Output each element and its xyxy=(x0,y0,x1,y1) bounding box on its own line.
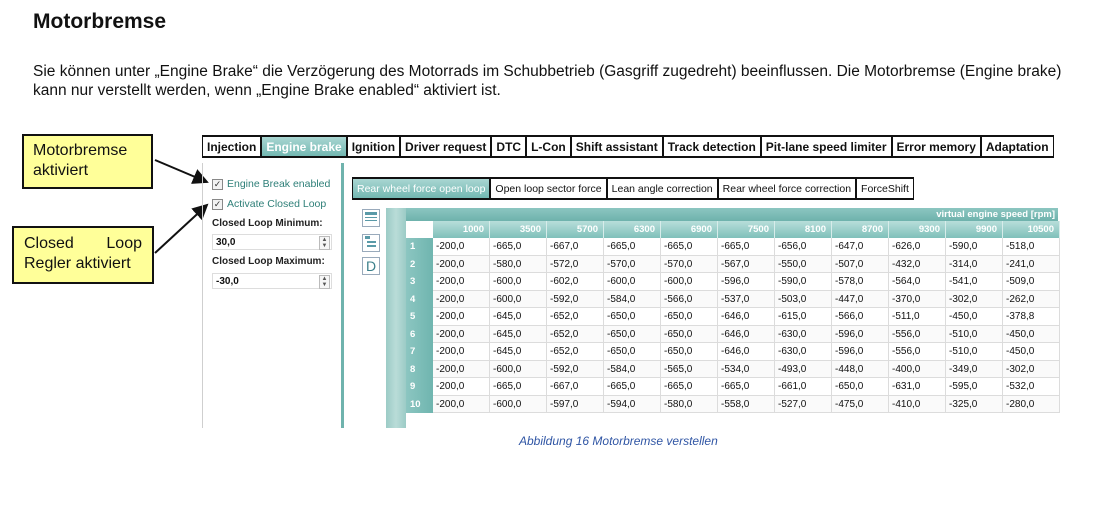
column-header: 3500 xyxy=(490,221,547,238)
column-header: 7500 xyxy=(718,221,775,238)
subtab-rear-wheel-force-correction[interactable]: Rear wheel force correction xyxy=(719,179,855,198)
table-cell[interactable]: -652,0 xyxy=(547,308,604,326)
main-tab-bar xyxy=(202,135,1054,158)
table-cell[interactable]: -510,0 xyxy=(946,326,1003,344)
row-number[interactable]: 5 xyxy=(406,308,433,326)
figure-caption: Abbildung 16 Motorbremse verstellen xyxy=(519,434,718,448)
table-cell[interactable]: -200,0 xyxy=(433,361,490,379)
table-cell[interactable]: -631,0 xyxy=(889,378,946,396)
table-cell[interactable]: -550,0 xyxy=(775,256,832,274)
table-cell[interactable]: -200,0 xyxy=(433,308,490,326)
table-view-icon[interactable] xyxy=(362,209,380,227)
column-header: 8700 xyxy=(832,221,889,238)
table-cell[interactable]: -200,0 xyxy=(433,256,490,274)
table-cell[interactable]: -503,0 xyxy=(775,291,832,309)
d-mode-button[interactable]: D xyxy=(362,257,380,275)
table-cell[interactable]: -630,0 xyxy=(775,343,832,361)
tab-shift-assistant[interactable]: Shift assistant xyxy=(572,137,662,156)
engine-break-enabled-checkbox[interactable] xyxy=(212,178,330,190)
table-cell[interactable]: -410,0 xyxy=(889,396,946,414)
table-row xyxy=(406,396,1060,414)
table-cell[interactable]: -602,0 xyxy=(547,273,604,291)
tab-injection[interactable]: Injection xyxy=(203,137,260,156)
table-cell[interactable]: -280,0 xyxy=(1003,396,1060,414)
table-row xyxy=(406,256,1060,274)
table-cell[interactable]: -665,0 xyxy=(718,378,775,396)
tab-track-detection[interactable]: Track detection xyxy=(664,137,760,156)
table-cell[interactable]: -626,0 xyxy=(889,238,946,256)
table-cell[interactable]: -527,0 xyxy=(775,396,832,414)
table-row xyxy=(406,308,1060,326)
table-cell[interactable]: -578,0 xyxy=(832,273,889,291)
table-body xyxy=(406,238,1060,413)
table-cell[interactable]: -378,8 xyxy=(1003,308,1060,326)
table-cell[interactable]: -667,0 xyxy=(547,238,604,256)
table-cell[interactable]: -534,0 xyxy=(718,361,775,379)
table-row xyxy=(406,238,1060,256)
table-row xyxy=(406,361,1060,379)
closed-loop-max-input[interactable] xyxy=(212,273,332,289)
table-cell[interactable]: -592,0 xyxy=(547,361,604,379)
row-number[interactable]: 8 xyxy=(406,361,433,379)
table-cell[interactable]: -200,0 xyxy=(433,326,490,344)
table-cell[interactable]: -650,0 xyxy=(832,378,889,396)
table-axis-title: virtual engine speed [rpm] xyxy=(406,208,1058,221)
tab-driver-request[interactable]: Driver request xyxy=(401,137,490,156)
table-cell[interactable]: -448,0 xyxy=(832,361,889,379)
table-cell[interactable]: -600,0 xyxy=(490,273,547,291)
tab-error-memory[interactable]: Error memory xyxy=(893,137,980,156)
column-header: 9900 xyxy=(946,221,1003,238)
row-number[interactable]: 6 xyxy=(406,326,433,344)
table-cell[interactable]: -450,0 xyxy=(1003,326,1060,344)
table-cell[interactable]: -650,0 xyxy=(604,308,661,326)
table-cell[interactable]: -595,0 xyxy=(946,378,1003,396)
table-cell[interactable]: -566,0 xyxy=(832,308,889,326)
spinner-arrows-icon[interactable]: ▲ ▼ xyxy=(319,275,330,289)
table-cell[interactable]: -650,0 xyxy=(604,326,661,344)
table-cell[interactable]: -558,0 xyxy=(718,396,775,414)
table-cell[interactable]: -656,0 xyxy=(775,238,832,256)
table-cell[interactable]: -590,0 xyxy=(775,273,832,291)
activate-closed-loop-checkbox[interactable] xyxy=(212,198,326,210)
table-cell[interactable]: -597,0 xyxy=(547,396,604,414)
spinner-arrows-icon[interactable]: ▲ ▼ xyxy=(319,236,330,250)
closed-loop-min-input[interactable] xyxy=(212,234,332,250)
engine-break-enabled-label: Engine Break enabled xyxy=(227,178,331,190)
table-cell[interactable]: -325,0 xyxy=(946,396,1003,414)
closed-loop-max-value: -30,0 xyxy=(216,275,239,287)
table-cell[interactable]: -314,0 xyxy=(946,256,1003,274)
table-cell[interactable]: -349,0 xyxy=(946,361,1003,379)
closed-loop-min-value: 30,0 xyxy=(216,236,236,248)
table-cell[interactable]: -615,0 xyxy=(775,308,832,326)
table-cell[interactable]: -475,0 xyxy=(832,396,889,414)
table-cell[interactable]: -302,0 xyxy=(1003,361,1060,379)
table-cell[interactable]: -647,0 xyxy=(832,238,889,256)
arrow-to-engine-break xyxy=(155,160,207,182)
table-cell[interactable]: -432,0 xyxy=(889,256,946,274)
callout-closed-loop-line1: Closed Loop xyxy=(24,235,142,252)
table-cell[interactable]: -556,0 xyxy=(889,326,946,344)
table-cell[interactable]: -650,0 xyxy=(661,308,718,326)
table-cell[interactable]: -493,0 xyxy=(775,361,832,379)
table-cell[interactable]: -600,0 xyxy=(490,396,547,414)
column-header: 6300 xyxy=(604,221,661,238)
table-cell[interactable]: -570,0 xyxy=(604,256,661,274)
table-cell[interactable]: -511,0 xyxy=(889,308,946,326)
table-cell[interactable]: -241,0 xyxy=(1003,256,1060,274)
table-cell[interactable]: -509,0 xyxy=(1003,273,1060,291)
table-row xyxy=(406,273,1060,291)
tab-l-con[interactable]: L-Con xyxy=(527,137,570,156)
checkbox-checked-icon: ✓ xyxy=(213,178,222,189)
table-cell[interactable]: -510,0 xyxy=(946,343,1003,361)
table-cell[interactable]: -450,0 xyxy=(1003,343,1060,361)
table-cell[interactable]: -630,0 xyxy=(775,326,832,344)
callout-motorbremse-line2: aktiviert xyxy=(33,162,89,179)
table-cell[interactable]: -572,0 xyxy=(547,256,604,274)
arrow-to-closed-loop xyxy=(155,205,207,253)
table-cell[interactable]: -592,0 xyxy=(547,291,604,309)
table-cell[interactable]: -665,0 xyxy=(490,378,547,396)
table-cell[interactable]: -584,0 xyxy=(604,291,661,309)
table-cell[interactable]: -667,0 xyxy=(547,378,604,396)
column-header: 8100 xyxy=(775,221,832,238)
column-header: 10500 xyxy=(1003,221,1060,238)
table-cell[interactable]: -400,0 xyxy=(889,361,946,379)
subtab-lean-angle-correction[interactable]: Lean angle correction xyxy=(608,179,717,198)
subtab-open-loop-sector-force[interactable]: Open loop sector force xyxy=(491,179,605,198)
row-number[interactable]: 9 xyxy=(406,378,433,396)
table-cell[interactable]: -600,0 xyxy=(490,291,547,309)
table-cell[interactable]: -594,0 xyxy=(604,396,661,414)
table-cell[interactable]: -665,0 xyxy=(661,378,718,396)
table-cell[interactable]: -590,0 xyxy=(946,238,1003,256)
table-cell[interactable]: -200,0 xyxy=(433,378,490,396)
table-row xyxy=(406,291,1060,309)
table-cell[interactable]: -665,0 xyxy=(604,378,661,396)
table-cell[interactable]: -566,0 xyxy=(661,291,718,309)
tab-dtc[interactable]: DTC xyxy=(492,137,525,156)
table-cell[interactable]: -650,0 xyxy=(661,326,718,344)
table-cell[interactable]: -556,0 xyxy=(889,343,946,361)
table-cell[interactable]: -200,0 xyxy=(433,291,490,309)
table-row xyxy=(406,378,1060,396)
table-cell[interactable]: -541,0 xyxy=(946,273,1003,291)
row-number[interactable]: 3 xyxy=(406,273,433,291)
column-header: 1000 xyxy=(433,221,490,238)
table-cell[interactable]: -596,0 xyxy=(718,273,775,291)
row-number[interactable]: 2 xyxy=(406,256,433,274)
table-cell[interactable]: -580,0 xyxy=(490,256,547,274)
table-cell[interactable]: -565,0 xyxy=(661,361,718,379)
table-cell[interactable]: -537,0 xyxy=(718,291,775,309)
table-cell[interactable]: -584,0 xyxy=(604,361,661,379)
table-cell[interactable]: -570,0 xyxy=(661,256,718,274)
table-cell[interactable]: -665,0 xyxy=(661,238,718,256)
table-cell[interactable]: -200,0 xyxy=(433,396,490,414)
table-row xyxy=(406,326,1060,344)
page-heading: Motorbremse xyxy=(33,10,167,33)
table-cell[interactable]: -600,0 xyxy=(661,273,718,291)
table-cell[interactable]: -665,0 xyxy=(490,238,547,256)
table-cell[interactable]: -645,0 xyxy=(490,308,547,326)
table-cell[interactable]: -518,0 xyxy=(1003,238,1060,256)
table-cell[interactable]: -564,0 xyxy=(889,273,946,291)
column-header: 5700 xyxy=(547,221,604,238)
table-cell[interactable]: -302,0 xyxy=(946,291,1003,309)
table-side-strip xyxy=(386,208,406,428)
checkbox-checked-icon: ✓ xyxy=(213,198,222,209)
callout-motorbremse xyxy=(22,134,153,189)
table-cell[interactable]: -370,0 xyxy=(889,291,946,309)
row-number[interactable]: 10 xyxy=(406,396,433,414)
data-table xyxy=(386,208,1058,428)
row-number[interactable]: 1 xyxy=(406,238,433,256)
subtab-rear-wheel-force-open-loop[interactable]: Rear wheel force open loop xyxy=(353,179,489,198)
table-cell[interactable]: -596,0 xyxy=(832,326,889,344)
tab-adaptation[interactable]: Adaptation xyxy=(982,137,1053,156)
list-view-icon[interactable] xyxy=(362,234,380,252)
table-cell[interactable]: -450,0 xyxy=(946,308,1003,326)
callout-closed-loop xyxy=(12,226,154,284)
table-cell[interactable]: -652,0 xyxy=(547,343,604,361)
callout-motorbremse-line1: Motorbremse xyxy=(33,142,128,159)
column-header: 9300 xyxy=(889,221,946,238)
table-cell[interactable]: -200,0 xyxy=(433,238,490,256)
callout-closed-loop-line2: Regler aktiviert xyxy=(24,255,131,272)
row-number[interactable]: 4 xyxy=(406,291,433,309)
table-row xyxy=(406,343,1060,361)
tab-ignition[interactable]: Ignition xyxy=(348,137,399,156)
settings-panel xyxy=(202,163,340,428)
column-header: 6900 xyxy=(661,221,718,238)
panel-splitter[interactable] xyxy=(341,163,344,428)
table-cell[interactable]: -532,0 xyxy=(1003,378,1060,396)
table-cell[interactable]: -665,0 xyxy=(604,238,661,256)
table-cell[interactable]: -507,0 xyxy=(832,256,889,274)
table-cell[interactable]: -645,0 xyxy=(490,326,547,344)
tab-engine-brake[interactable]: Engine brake xyxy=(262,137,345,156)
closed-loop-max-label: Closed Loop Maximum: xyxy=(212,256,325,267)
table-cell[interactable]: -650,0 xyxy=(661,343,718,361)
row-number-header xyxy=(406,221,433,238)
table-cell[interactable]: -200,0 xyxy=(433,273,490,291)
table-cell[interactable]: -567,0 xyxy=(718,256,775,274)
table-cell[interactable]: -650,0 xyxy=(604,343,661,361)
table-cell[interactable]: -652,0 xyxy=(547,326,604,344)
table-cell[interactable]: -646,0 xyxy=(718,326,775,344)
table-header-row xyxy=(406,221,1060,238)
table-cell[interactable]: -600,0 xyxy=(604,273,661,291)
table-cell[interactable]: -200,0 xyxy=(433,343,490,361)
table-cell[interactable]: -596,0 xyxy=(832,343,889,361)
activate-closed-loop-label: Activate Closed Loop xyxy=(227,198,327,210)
closed-loop-min-label: Closed Loop Minimum: xyxy=(212,218,323,229)
table-cell[interactable]: -646,0 xyxy=(718,343,775,361)
table-cell[interactable]: -580,0 xyxy=(661,396,718,414)
sub-tab-bar xyxy=(352,177,914,200)
table-cell[interactable]: -262,0 xyxy=(1003,291,1060,309)
table-cell[interactable]: -447,0 xyxy=(832,291,889,309)
table-cell[interactable]: -661,0 xyxy=(775,378,832,396)
tab-pit-lane-speed-limiter[interactable]: Pit-lane speed limiter xyxy=(762,137,891,156)
table-cell[interactable]: -645,0 xyxy=(490,343,547,361)
table-cell[interactable]: -665,0 xyxy=(718,238,775,256)
table-cell[interactable]: -646,0 xyxy=(718,308,775,326)
subtab-forceshift[interactable]: ForceShift xyxy=(857,179,913,198)
table-cell[interactable]: -600,0 xyxy=(490,361,547,379)
row-number[interactable]: 7 xyxy=(406,343,433,361)
intro-paragraph: Sie können unter „Engine Brake“ die Verzögerung des Motorrads im Schubbetrieb (Gasgriff zugedreht) beeinflussen. Die Motorbremse (Engine brake) kann nur verstellt werden, wenn „Engine Brake enabled“ aktiviert ist. xyxy=(33,63,1062,99)
